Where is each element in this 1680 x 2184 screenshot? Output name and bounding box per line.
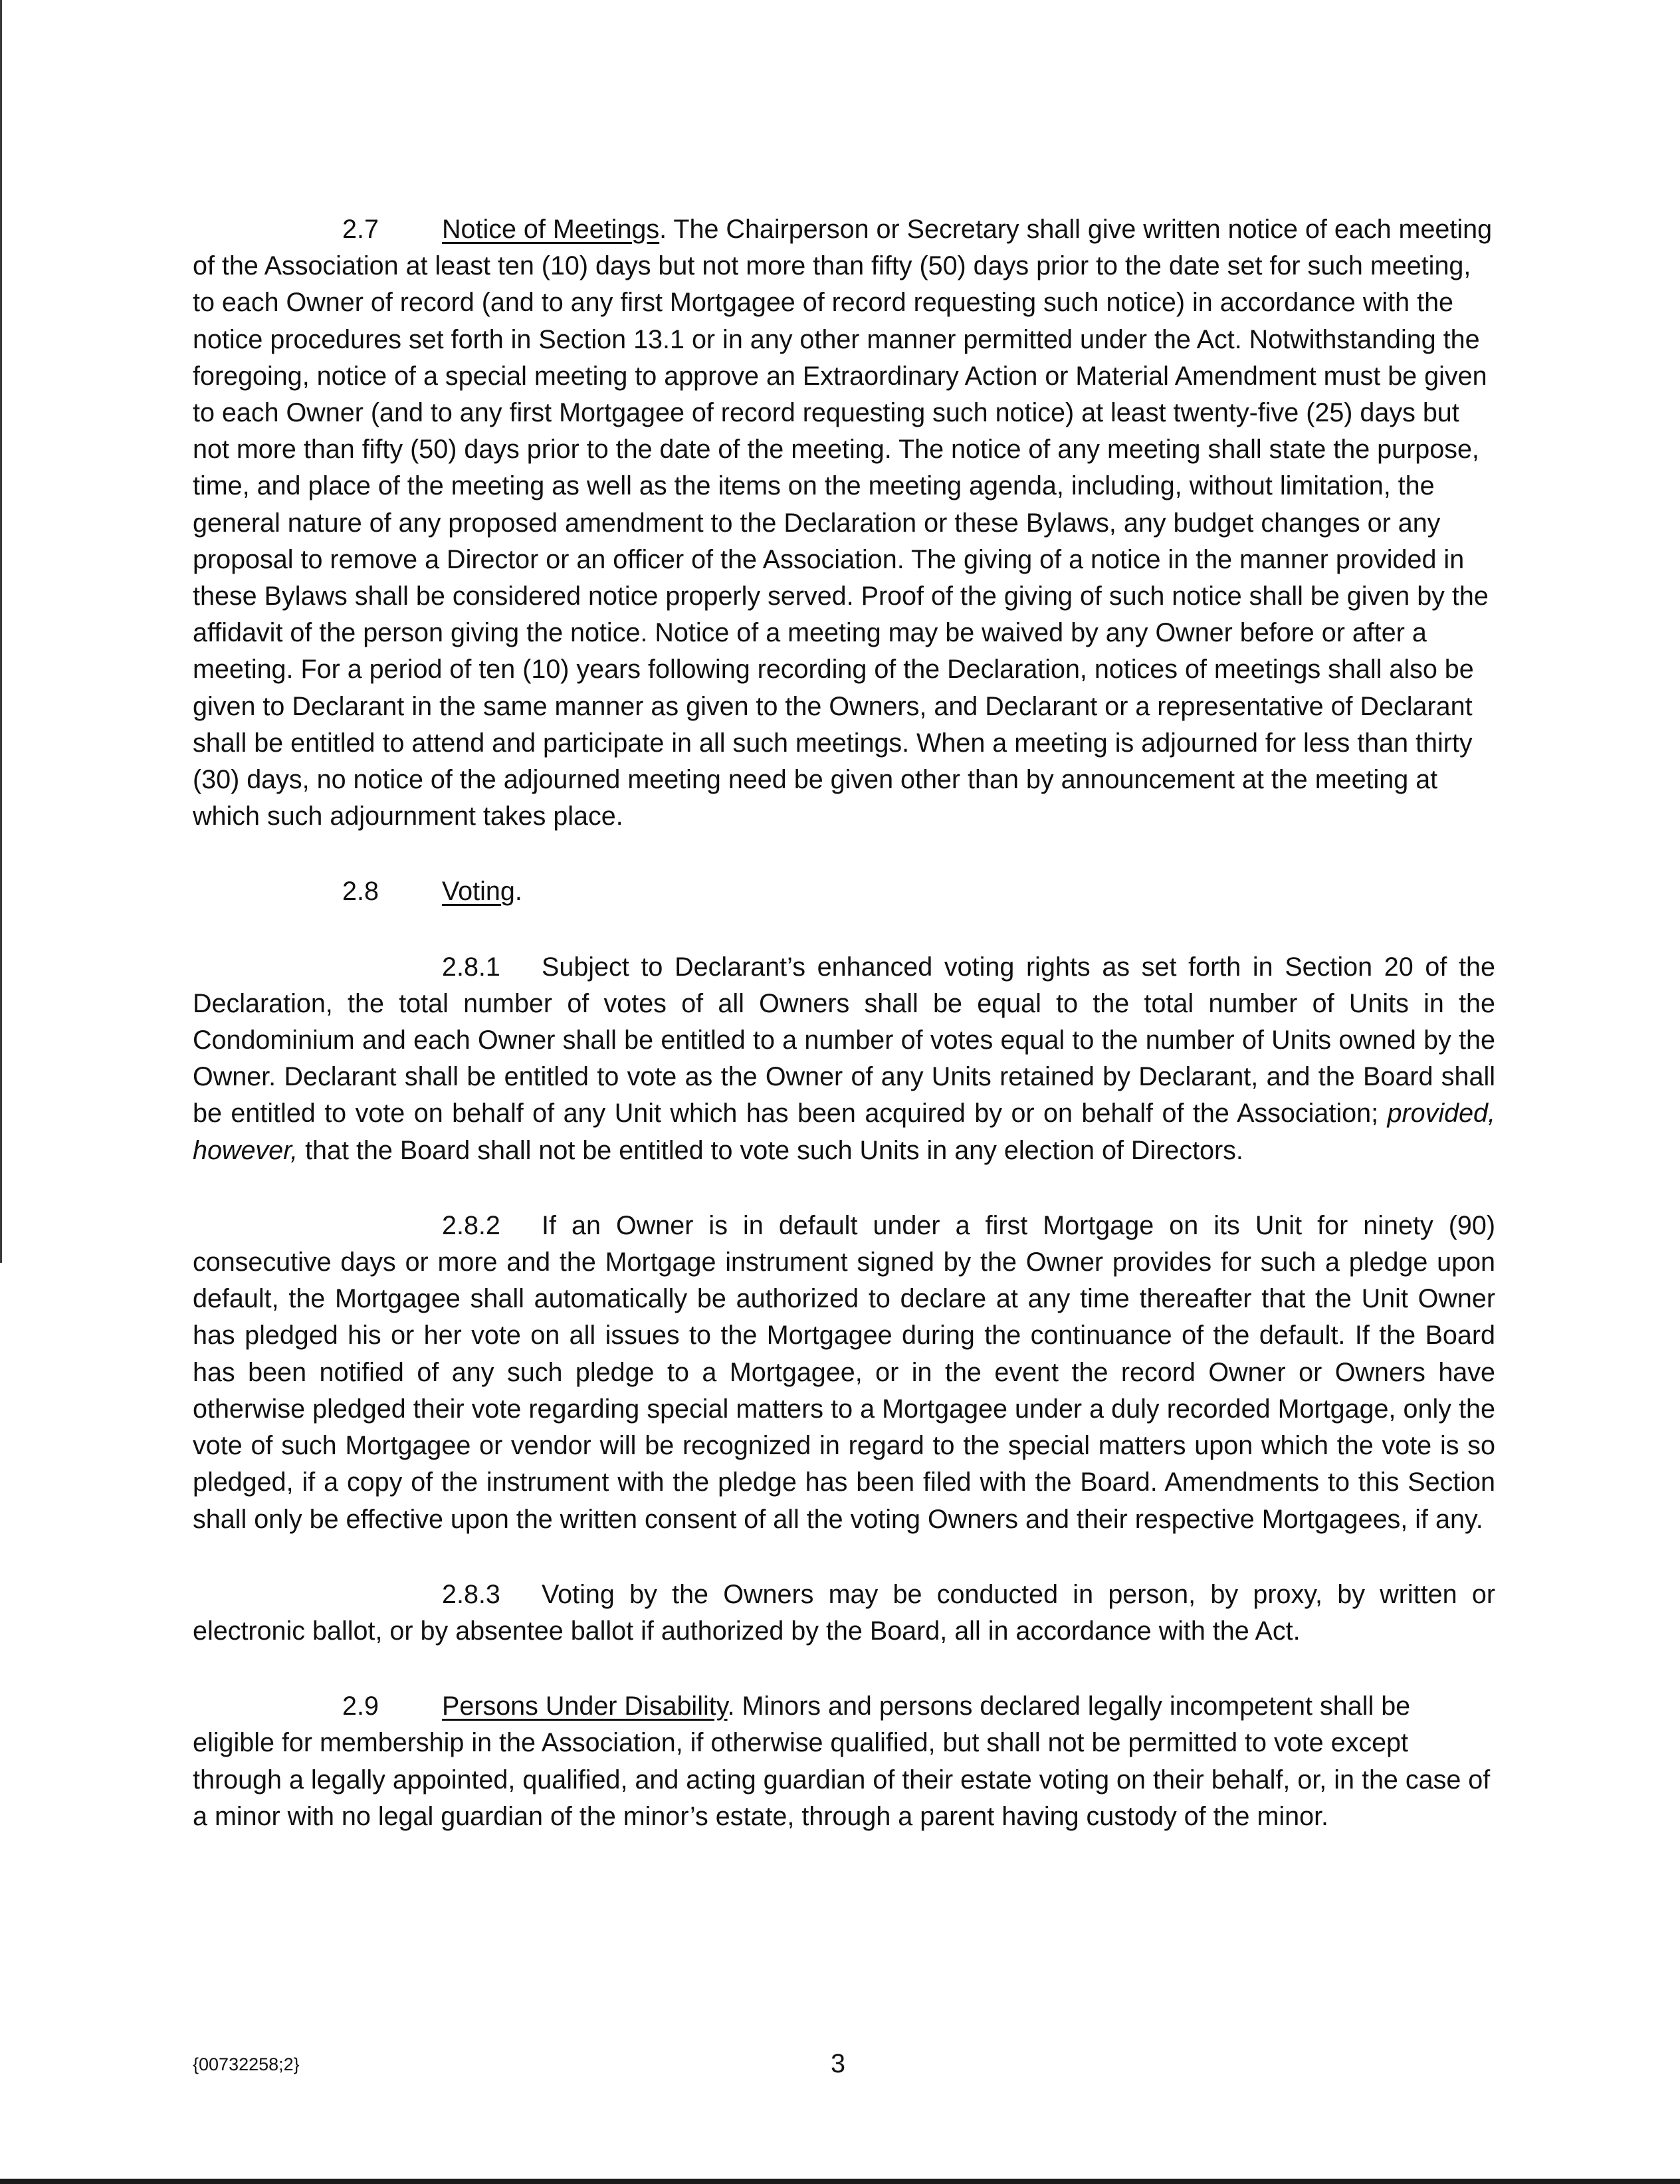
spacer bbox=[193, 835, 1495, 873]
section-number: 2.7 bbox=[342, 215, 379, 244]
spacer bbox=[193, 1650, 1495, 1688]
section-body: Voting by the Owners may be conducted in person, by proxy, by written or electronic ballot, or by absentee ballot if authorized by the Board, all in accordance with the Act. bbox=[193, 1579, 1495, 1646]
document-id: {00732258;2} bbox=[193, 2054, 300, 2074]
scan-left-edge bbox=[0, 0, 2, 1263]
spacer bbox=[193, 1538, 1495, 1577]
spacer bbox=[193, 1169, 1495, 1208]
section-heading: Persons Under Disability bbox=[442, 1692, 728, 1721]
section-body: If an Owner is in default under a first Mortgage on its Unit for ninety (90) consecutive days or more and the Mortgage instrument signed by the Owner provides for such a pledge upon default, the Mortgagee shall automatically be authorized to declare at any time thereafter that the Unit Owner has pledged his or her vote on all issues to the Mortgagee during the continuance of the default. If the Board has been notified of any such pledge to a Mortgagee, or in the event the record Owner or Owners have otherwise pledged their vote regarding special matters to a Mortgagee under a duly recorded Mortgage, only the vote of such Mortgagee or vendor will be recognized in regard to the special matters upon which the vote is so pledged, if a copy of the instrument with the pledge has been filed with the Board. Amendments to this Section shall only be effective upon the written consent of all the voting Owners and their respective Mortgagees, if any. bbox=[193, 1210, 1495, 1534]
section-body: Subject to Declarant’s enhanced voting rights as set forth in Section 20 of the Declaration, the total number of votes of all Owners shall be equal to the total number of Units in the Condominium and each Owner shall be entitled to a number of votes equal to the number of Units owned by the Owner. Declarant shall be entitled to vote as the Owner of any Units retained by Declarant, and the Board shall be entitled to vote on behalf of any Unit which has been acquired by or on behalf of the Association; bbox=[193, 952, 1495, 1129]
section-body: . The Chairperson or Secretary shall give written notice of each meeting of the Association at least ten (10) days but not more than fifty (50) days prior to the date set for such meeting, to each Owner of record (and to any first Mortgagee of record requesting such notice) in accordance with the notice procedures set forth in Section 13.1 or in any other manner permitted under the Act. Notwithstanding the foregoing, notice of a special meeting to approve an Extraordinary Action or Material Amendment must be given to each Owner (and to any first Mortgagee of record requesting such notice) at least twenty-five (25) days but not more than fifty (50) days prior to the date of the meeting. The notice of any meeting shall state the purpose, time, and place of the meeting as well as the items on the meeting agenda, including, without limitation, the general nature of any proposed amendment to the Declaration or these Bylaws, any budget changes or any proposal to remove a Director or an officer of the Association. The giving of a notice in the manner provided in these Bylaws shall be considered notice properly served. Proof of the giving of such notice shall be given by the affidavit of the person giving the notice. Notice of a meeting may be waived by any Owner before or after a meeting. For a period of ten (10) years following recording of the Declaration, notices of meetings shall also be given to Declarant in the same manner as given to the Owners, and Declarant or a representative of Declarant shall be entitled to attend and participate in all such meetings. When a meeting is adjourned for less than thirty (30) days, no notice of the adjourned meeting need be given other than by announcement at the meeting at which such adjournment takes place. bbox=[193, 215, 1493, 831]
section-2-9 bbox=[193, 1688, 1495, 1835]
page-number: 3 bbox=[831, 2049, 845, 2078]
section-number: 2.8.2 bbox=[442, 1210, 500, 1240]
section-2-7 bbox=[193, 211, 1495, 835]
section-2-8-2 bbox=[193, 1208, 1495, 1538]
section-number: 2.9 bbox=[342, 1692, 379, 1721]
section-number: 2.8.3 bbox=[442, 1579, 500, 1609]
spacer bbox=[193, 911, 1495, 949]
document-page bbox=[193, 211, 1495, 1835]
section-body: . bbox=[514, 877, 522, 907]
section-2-8-3 bbox=[193, 1577, 1495, 1650]
section-2-8-1 bbox=[193, 949, 1495, 1169]
section-number: 2.8 bbox=[342, 877, 379, 907]
page-footer bbox=[193, 2049, 1495, 2081]
section-body: . Minors and persons declared legally incompetent shall be eligible for membership in the Association, if otherwise qualified, but shall not be permitted to vote except through a legally appointed, qualified, and acting guardian of their estate voting on their behalf, or, in the case of a minor with no legal guardian of the minor’s estate, through a parent having custody of the minor. bbox=[193, 1692, 1491, 1831]
section-heading: Notice of Meetings bbox=[442, 215, 660, 244]
emphasis-text: provided, however, bbox=[193, 1099, 1495, 1165]
scan-bottom-edge bbox=[0, 2179, 1680, 2184]
section-2-8 bbox=[193, 873, 1495, 910]
section-heading: Voting bbox=[442, 877, 515, 907]
section-number: 2.8.1 bbox=[442, 952, 500, 982]
section-body-continued: that the Board shall not be entitled to vote such Units in any election of Directors. bbox=[298, 1135, 1243, 1165]
